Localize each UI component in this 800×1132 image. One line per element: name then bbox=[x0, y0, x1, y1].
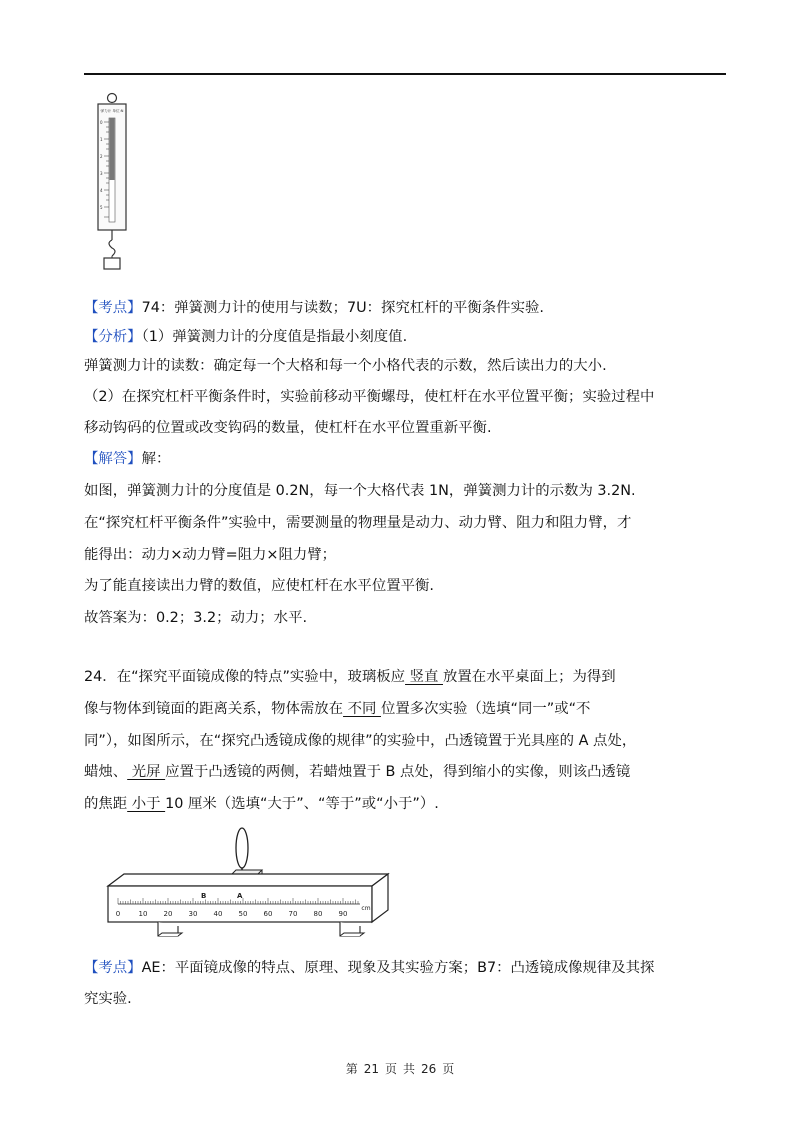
footer-ye: 页 bbox=[384, 1062, 397, 1076]
q24-text: 的焦距 bbox=[84, 796, 128, 812]
fenxi-tag: 【分析】 bbox=[84, 329, 142, 345]
point-b-label: B bbox=[201, 892, 207, 900]
bench-tick-0: 0 bbox=[115, 910, 121, 918]
answer-line: 故答案为：0.2；3.2；动力；水平. bbox=[84, 610, 308, 626]
spring-tick-1: 1 bbox=[100, 137, 103, 142]
bench-tick-10: 10 bbox=[138, 910, 148, 918]
q23-fenxi-line bbox=[84, 327, 734, 347]
bench-unit: cm bbox=[361, 905, 371, 912]
optical-bench-figure bbox=[104, 824, 394, 946]
q23-jieda-line bbox=[84, 449, 734, 469]
q24-kaodian-line bbox=[84, 958, 734, 978]
jieda-text-4: 为了能直接读出力臂的数值，应使杠杆在水平位置平衡. bbox=[84, 578, 434, 594]
spring-scale-caption: 弹力计 单位:N bbox=[100, 109, 124, 113]
bench-tick-70: 70 bbox=[288, 910, 298, 918]
kaodian-text: AE：平面镜成像的特点、原理、现象及其实验方案；B7：凸透镜成像规律及其探 bbox=[141, 960, 655, 976]
blank-answer-2: 不同 bbox=[343, 701, 381, 717]
header-rule bbox=[84, 73, 726, 75]
q24-line-2 bbox=[84, 699, 734, 719]
jieda-tag: 【解答】 bbox=[84, 451, 142, 467]
bench-tick-30: 30 bbox=[188, 910, 198, 918]
page-number: 21 bbox=[363, 1062, 379, 1076]
fenxi-text-2: 弹簧测力计的读数：确定每一个大格和每一个小格代表的示数，然后读出力的大小. bbox=[84, 358, 607, 374]
q24-text: 24．在“探究平面镜成像的特点”实验中，玻璃板应 bbox=[84, 669, 406, 685]
q24-text: 应置于凸透镜的两侧，若蜡烛置于 B 点处，得到缩小的实像，则该凸透镜 bbox=[165, 764, 631, 780]
jieda-text-2: 在“探究杠杆平衡条件”实验中，需要测量的物理量是动力、动力臂、阻力和阻力臂，才 bbox=[84, 515, 632, 531]
q24-text: 蜡烛、 bbox=[84, 764, 128, 780]
blank-answer-3: 光屏 bbox=[127, 764, 166, 780]
blank-answer-4: 小于 bbox=[127, 796, 166, 812]
spring-scale-figure bbox=[92, 92, 132, 272]
bench-tick-90: 90 bbox=[338, 910, 348, 918]
spring-tick-3: 3 bbox=[100, 171, 103, 176]
footer-ye: 页 bbox=[442, 1062, 455, 1076]
point-a-label: A bbox=[237, 892, 243, 900]
spring-tick-5: 5 bbox=[100, 205, 103, 210]
footer-gong: 共 bbox=[403, 1062, 416, 1076]
q24-kaodian-line-2: 究实验. bbox=[84, 991, 132, 1007]
q24-line-5 bbox=[84, 794, 734, 814]
kaodian-tag: 【考点】 bbox=[84, 300, 142, 316]
page-footer bbox=[0, 1060, 800, 1077]
fenxi-text-4: 移动钩码的位置或改变钩码的数量，使杠杆在水平位置重新平衡. bbox=[84, 420, 492, 436]
q23-kaodian-line bbox=[84, 298, 734, 318]
q24-text: 10 厘米（选填“大于”、“等于”或“小于”）. bbox=[165, 796, 439, 812]
q24-text: 位置多次实验（选填“同一”或“不 bbox=[380, 701, 591, 717]
kaodian-text: 74：弹簧测力计的使用与读数；7U：探究杠杆的平衡条件实验. bbox=[141, 300, 544, 316]
footer-di: 第 bbox=[345, 1062, 358, 1076]
jieda-head: 解： bbox=[141, 451, 171, 467]
jieda-text-3: 能得出：动力×动力臂=阻力×阻力臂； bbox=[84, 547, 337, 563]
spring-tick-4: 4 bbox=[100, 188, 103, 193]
spring-tick-0: 0 bbox=[100, 120, 103, 125]
q24-line-3: 同”），如图所示，在“探究凸透镜成像的规律”的实验中，凸透镜置于光具座的 A 点处， bbox=[84, 733, 637, 749]
total-pages: 26 bbox=[421, 1062, 437, 1076]
q24-text: 像与物体到镜面的距离关系，物体需放在 bbox=[84, 701, 344, 717]
fenxi-text-1: （1）弹簧测力计的分度值是指最小刻度值. bbox=[141, 329, 408, 345]
spring-tick-2: 2 bbox=[100, 154, 103, 159]
fenxi-text-3: （2）在探究杠杆平衡条件时，实验前移动平衡螺母，使杠杆在水平位置平衡；实验过程中 bbox=[84, 389, 655, 405]
q24-line-4 bbox=[84, 762, 734, 782]
q24-line-1 bbox=[84, 667, 734, 687]
bench-tick-40: 40 bbox=[213, 910, 223, 918]
bench-tick-50: 50 bbox=[238, 910, 248, 918]
bench-tick-20: 20 bbox=[163, 910, 173, 918]
jieda-text-1: 如图，弹簧测力计的分度值是 0.2N，每一个大格代表 1N，弹簧测力计的示数为 3.2N. bbox=[84, 483, 636, 499]
q24-text: 放置在水平桌面上；为得到 bbox=[442, 669, 616, 685]
bench-tick-80: 80 bbox=[313, 910, 323, 918]
kaodian-tag: 【考点】 bbox=[84, 960, 142, 976]
blank-answer-1: 竖直 bbox=[405, 669, 443, 685]
bench-tick-60: 60 bbox=[263, 910, 273, 918]
